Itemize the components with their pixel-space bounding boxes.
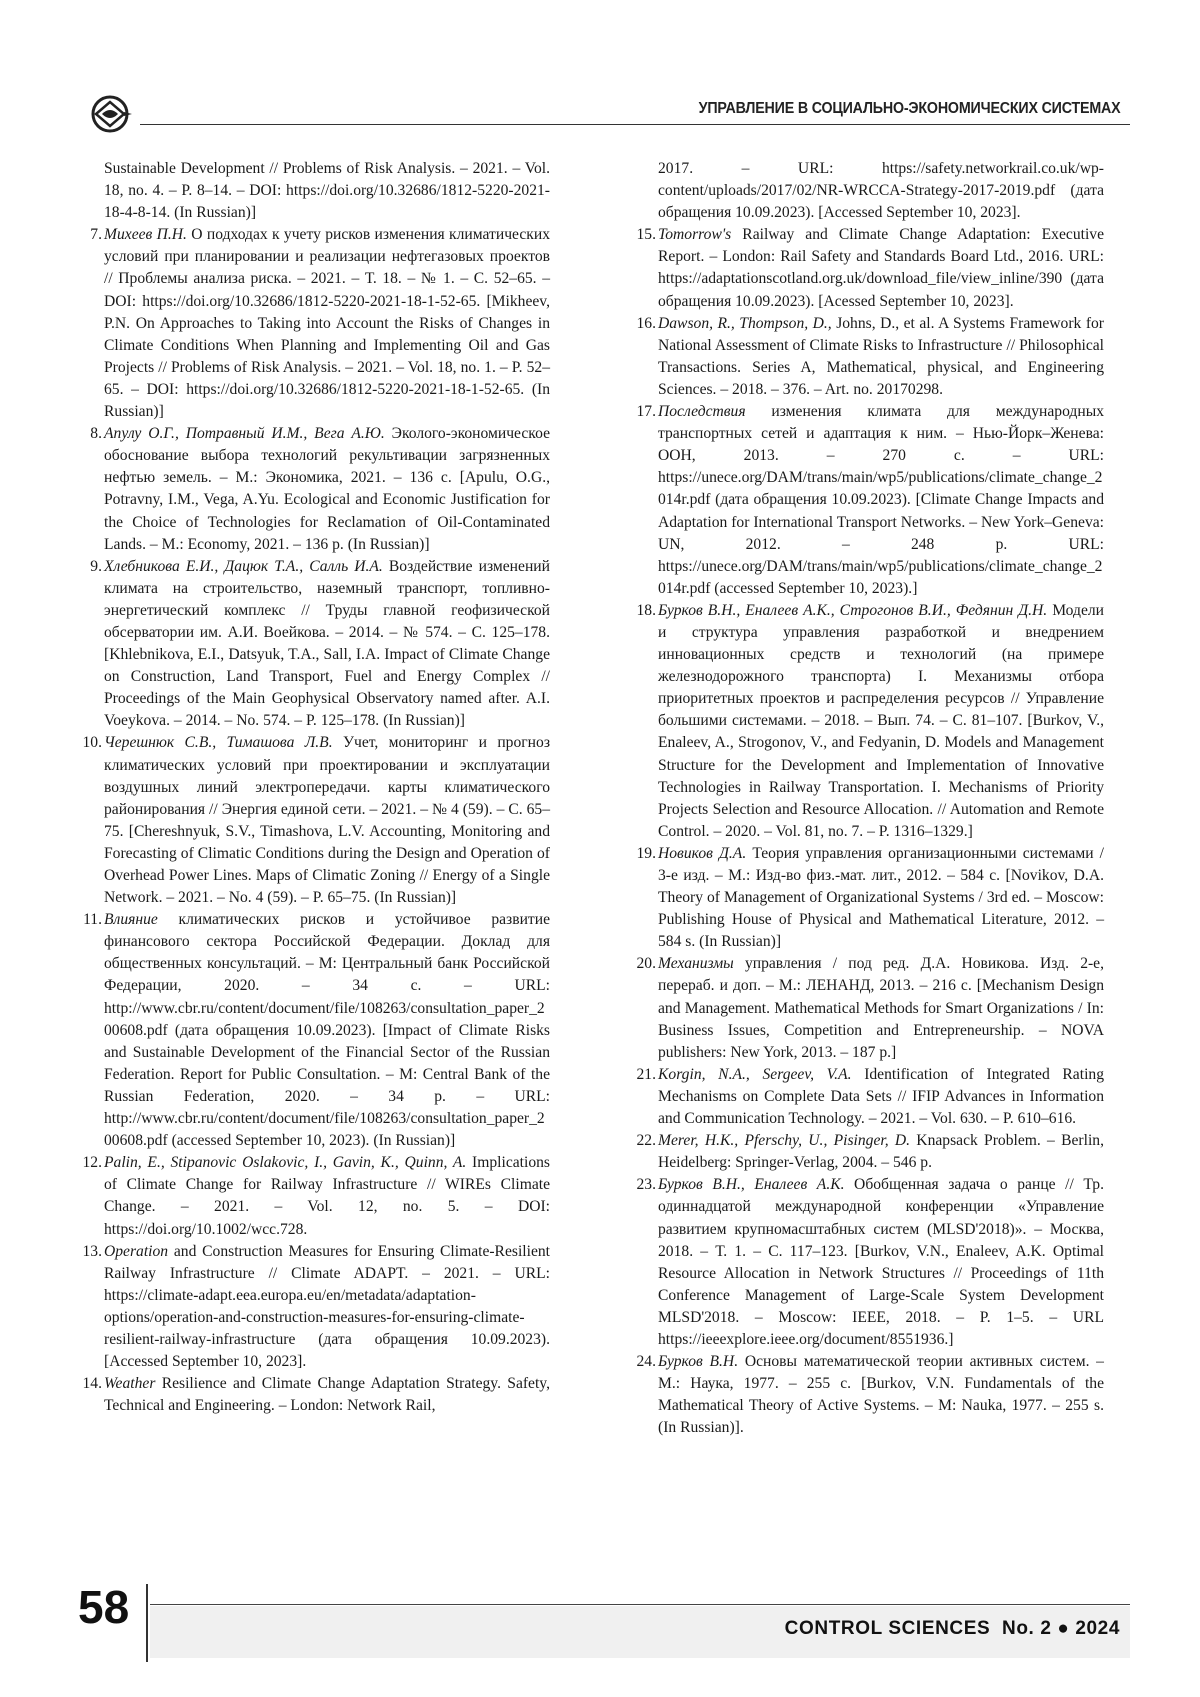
reference-item-continued (80, 158, 550, 224)
journal-logo-icon (88, 92, 132, 136)
reference-number: 23. (636, 1176, 656, 1194)
reference-item (80, 1373, 550, 1417)
reference-number: 24. (636, 1353, 656, 1371)
reference-text (658, 224, 1104, 312)
reference-text (104, 158, 550, 224)
reference-item (634, 1130, 1104, 1174)
reference-body: Эколого-экономическое обоснование выбора технологий рекультивации загрязненных нефтью земель. – М.: Экономика, 2021. – 136 с. [Apulu, O.G., Potravny, I.M., Vega, A.Yu. Ecological and Economic Justification for the Choice of Technologies for Reclamation of Oil-Contaminated Lands. – M.: Economy, 2021. – 136 p. (In Russian)] (104, 425, 550, 553)
reference-body: Воздействие изменений климата на строительство, наземный транспорт, топливно-энергетический комплекс // Труды главной геофизической обсерватории им. А.И. Воейкова. – 2014. – № 574. – С. 125–178. [Khlebnikova, E.I., Datsyuk, T.A., Sall, I.A. Impact of Climate Change on Construction, Land Transport, Fuel and Energy Complex // Proceedings of the Main Geophysical Observatory named after. A.I. Voeykova. – 2014. – No. 574. – P. 125–178. (In Russian)] (104, 557, 550, 730)
reference-body: Модели и структура управления разработкой и внедрением инновационных средств и технологий (на примере железнодорожного транспорта) I. Механизмы отбора приоритетных проектов и распределения ресурсов // Управление большими системами. – 2018. – Вып. 74. – С. 81–107. [Burkov, V., Enaleev, A., Strogonov, V., and Fedyanin, D. Models and Management Structure for the Development and Implementation of Innovative Technologies in Railway Transportation. I. Mechanisms of Priority Projects Selection and Resource Allocation. // Automation and Remote Control. – 2020. – Vol. 81, no. 7. – P. 1316–1329.] (658, 601, 1104, 840)
reference-item (634, 1351, 1104, 1439)
references-left-column (80, 158, 550, 1417)
reference-number: 19. (636, 844, 656, 862)
reference-number: 22. (636, 1132, 656, 1150)
reference-number: 15. (636, 226, 656, 244)
reference-body: Sustainable Development // Problems of Risk Analysis. – 2021. – Vol. 18, no. 4. – P. 8–14. – DOI: https://doi.org/10.32686/1812-5220-2021-18-4-8-14. (In Russian)] (104, 160, 550, 222)
reference-number: 20. (636, 955, 656, 973)
reference-text (104, 732, 550, 909)
reference-number: 11. (83, 911, 102, 929)
reference-number: 10. (82, 734, 102, 752)
reference-body: Identification of Integrated Rating Mechanisms on Complete Data Sets // IFIP Advances in Information and Communication Technology. – 2021. – Vol. 630. – P. 610–616. (658, 1065, 1104, 1128)
reference-body: Обобщенная задача о ранце // Тр. одиннадцатой международной конференции «Управление развитием крупномасштабных систем (MLSD'2018)». – Москва, 2018. – Т. 1. – С. 117–123. [Burkov, V.N., Enaleev, A.K. Optimal Resource Allocation in Network Structures // Proceedings of 11th Conference Management of Large-Scale System Development MLSD'2018. – Moscow: IEEE, 2018. – P. 1–5. – URL https://ieeexplore.ieee.org/document/8551936.] (658, 1176, 1105, 1348)
reference-item (80, 423, 550, 556)
reference-authors: Бурков В.Н., Еналеев А.К. (658, 1176, 845, 1194)
reference-text (104, 556, 550, 733)
reference-text (658, 313, 1104, 401)
reference-authors: Dawson, R., Thompson, D., (658, 314, 832, 332)
reference-authors: Weather (104, 1375, 156, 1393)
reference-number: 8. (90, 425, 102, 443)
reference-body: Теория управления организационными системами / 3-е изд. – М.: Изд-во физ.-мат. лит., 2012. – 584 с. [Novikov, D.A. Theory of Management of Organizational Systems / 3rd ed. – Moscow: Publishing House of Physical and Mathematical Literature, 2012. – 584 s. (In Russian)] (658, 844, 1104, 951)
reference-authors: Новиков Д.А. (658, 844, 747, 862)
reference-item (634, 953, 1104, 1063)
reference-authors: Последствия (658, 403, 746, 421)
reference-number: 9. (90, 557, 102, 575)
reference-authors: Влияние (104, 911, 158, 929)
reference-text (104, 224, 550, 423)
reference-text (104, 1241, 550, 1374)
reference-item (80, 1152, 550, 1240)
reference-authors: Korgin, N.A., Sergeev, V.A. (658, 1065, 852, 1083)
reference-text (104, 1373, 550, 1417)
reference-body: Учет, мониторинг и прогноз климатических условий при проектировании и эксплуатации воздушных линий электропередачи. карты климатического районирования // Энергия единой сети. – 2021. – № 4 (59). – С. 65–75. [Chereshnyuk, S.V., Timashova, L.V. Accounting, Monitoring and Forecasting of Climatic Conditions during the Design and Operation of Overhead Power Lines. Maps of Climatic Zoning // Energy of a Single Network. – 2021. – No. 4 (59). – P. 65–75. (In Russian)] (104, 734, 550, 907)
page-number: 58 (78, 1581, 130, 1633)
reference-item (80, 224, 550, 423)
reference-number: 14. (82, 1375, 102, 1393)
reference-text (658, 953, 1104, 1063)
reference-authors: Михеев П.Н. (104, 226, 187, 244)
reference-number: 17. (636, 403, 656, 421)
header-rule (140, 124, 1130, 125)
reference-body: Railway and Climate Change Adaptation: Executive Report. – London: Rail Safety and Standards Board Ltd., 2016. URL: https://adaptationscotland.org.uk/download_file/view_inline/390 (дата обращения 10.09.2023). [Acessed September 10, 2023]. (658, 226, 1104, 310)
reference-authors: Operation (104, 1242, 169, 1260)
references-right-column (634, 158, 1104, 1439)
reference-text (104, 1152, 550, 1240)
reference-item (634, 224, 1104, 312)
reference-authors: Хлебникова Е.И., Дацюк Т.А., Салль И.А. (104, 557, 383, 575)
reference-authors: Бурков В.Н., Еналеев А.К., Строгонов В.И., Федянин Д.Н. (658, 601, 1048, 619)
reference-text (658, 1130, 1104, 1174)
running-header-title: УПРАВЛЕНИЕ В СОЦИАЛЬНО-ЭКОНОМИЧЕСКИХ СИСТЕМАХ (698, 100, 1120, 117)
reference-body: Resilience and Climate Change Adaptation Strategy. Safety, Technical and Engineering. – London: Network Rail, (104, 1375, 550, 1415)
reference-item (634, 313, 1104, 401)
reference-item (634, 1174, 1104, 1351)
reference-text (658, 1351, 1104, 1439)
page-number-divider (146, 1584, 148, 1662)
reference-body: изменения климата для международных транспортных сетей и адаптация к ним. – Нью-Йорк–Женева: ООН, 2013. – 270 с. – URL: https://unece.org/DAM/trans/main/wp5/publications/climate_change_2014r.pdf (дата обращения 10.09.2023). [Climate Change Impacts and Adaptation for International Transport Networks. – New York–Geneva: UN, 2012. – 248 p. URL: https://unece.org/DAM/trans/main/wp5/publications/climate_change_2014r.pdf (accessed September 10, 2023).] (658, 403, 1104, 597)
reference-item-continued (634, 158, 1104, 224)
reference-text (658, 843, 1104, 953)
reference-number: 18. (636, 601, 656, 619)
reference-body: 2017. – URL: https://safety.networkrail.co.uk/wp-content/uploads/2017/02/NR-WRCCA-Strategy-2017-2019.pdf (дата обращения 10.09.2023). [Accessed September 10, 2023]. (658, 160, 1104, 222)
reference-text (104, 423, 550, 556)
reference-authors: Черешнюк С.В., Тимашова Л.В. (104, 734, 333, 752)
reference-body: Knapsack Problem. – Berlin, Heidelberg: Springer-Verlag, 2004. – 546 p. (658, 1132, 1104, 1172)
reference-item (634, 600, 1104, 843)
reference-item (634, 401, 1104, 600)
reference-body: Implications of Climate Change for Railway Infrastructure // WIREs Climate Change. – 2021. – Vol. 12, no. 5. – DOI: https://doi.org/10.1002/wcc.728. (104, 1154, 550, 1238)
reference-authors: Tomorrow's (658, 226, 732, 244)
reference-item (80, 909, 550, 1152)
reference-text (658, 1064, 1104, 1130)
reference-text (658, 600, 1104, 843)
reference-authors: Merer, H.K., Pferschy, U., Pisinger, D. (658, 1132, 911, 1150)
reference-authors: Бурков В.Н. (658, 1353, 739, 1371)
reference-item (634, 843, 1104, 953)
footer-rule (150, 1604, 1130, 1605)
reference-text (104, 909, 550, 1152)
reference-body: климатических рисков и устойчивое развитие финансового сектора Российской Федерации. Доклад для общественных консультаций. – М: Центральный банк Российской Федерации, 2020. – 34 с. – URL: http://www.cbr.ru/content/document/file/108263/consultation_paper_200608.pdf (дата обращения 10.09.2023). [Impact of Climate Risks and Sustainable Development of the Financial Sector of the Russian Federation. Report for Public Consultation. – M: Central Bank of the Russian Federation, 2020. – 34 p. – URL: http://www.cbr.ru/content/document/file/108263/consultation_paper_200608.pdf (accessed September 10, 2023). (In Russian)] (104, 911, 550, 1150)
reference-body: Johns, D., et al. A Systems Framework for National Assessment of Climate Risks to Infrastructure // Philosophical Transactions. Series A, Mathematical, physical, and Engineering Sciences. – 2018. – 376. – Art. no. 20170298. (658, 314, 1104, 398)
reference-item (634, 1064, 1104, 1130)
reference-text (658, 1174, 1104, 1351)
reference-body: Основы математической теории активных систем. – М.: Наука, 1977. – 255 с. [Burkov, V.N. Fundamentals of the Mathematical Theory of Active Systems. – M: Nauka, 1977. – 255 s. (In Russian)]. (658, 1353, 1104, 1437)
reference-number: 7. (90, 226, 102, 244)
journal-issue: CONTROL SCIENCES No. 2 ● 2024 (784, 1618, 1120, 1639)
reference-body: and Construction Measures for Ensuring Climate-Resilient Railway Infrastructure // Climate ADAPT. – 2021. – URL: https://climate-adapt.eea.europa.eu/en/metadata/adaptation-options/operation-and-construction-measures-for-ensuring-climate-resilient-railway-infrastructure (дата обращения 10.09.2023). [Accessed September 10, 2023]. (104, 1242, 550, 1371)
reference-authors: Palin, E., Stipanovic Oslakovic, I., Gavin, K., Quinn, A. (104, 1154, 467, 1172)
reference-authors: Апулу О.Г., Потравный И.М., Вега А.Ю. (104, 425, 385, 443)
reference-number: 16. (636, 314, 656, 332)
reference-body: О подходах к учету рисков изменения климатических условий при планировании и реализации нефтегазовых проектов // Проблемы анализа риска. – 2021. – Т. 18. – № 1. – С. 52–65. – DOI: https://doi.org/10.32686/1812-5220-2021-18-1-52-65. [Mikheev, P.N. On Approaches to Taking into Account the Risks of Changes in Climate Conditions When Planning and Implementing Oil and Gas Projects // Problems of Risk Analysis. – 2021. – Vol. 18, no. 1. – P. 52–65. – DOI: https://doi.org/10.32686/1812-5220-2021-18-1-52-65. (In Russian)] (104, 226, 550, 421)
reference-item (80, 556, 550, 733)
reference-text (658, 401, 1104, 600)
reference-item (80, 732, 550, 909)
reference-number: 21. (636, 1065, 656, 1083)
page-header (78, 88, 1130, 140)
reference-text (658, 158, 1104, 224)
reference-body: управления / под ред. Д.А. Новикова. Изд. 2-е, перераб. и доп. – М.: ЛЕНАНД, 2013. – 216 с. [Mechanism Design and Management. Mathematical Methods for Smart Organizations / In: Business Issues, Competition and Entrepreneurship. – NOVA publishers: New York, 2013. – 187 p.] (658, 955, 1104, 1061)
reference-authors: Механизмы (658, 955, 734, 973)
reference-number: 12. (82, 1154, 102, 1172)
reference-number: 13. (82, 1242, 102, 1260)
reference-item (80, 1241, 550, 1374)
